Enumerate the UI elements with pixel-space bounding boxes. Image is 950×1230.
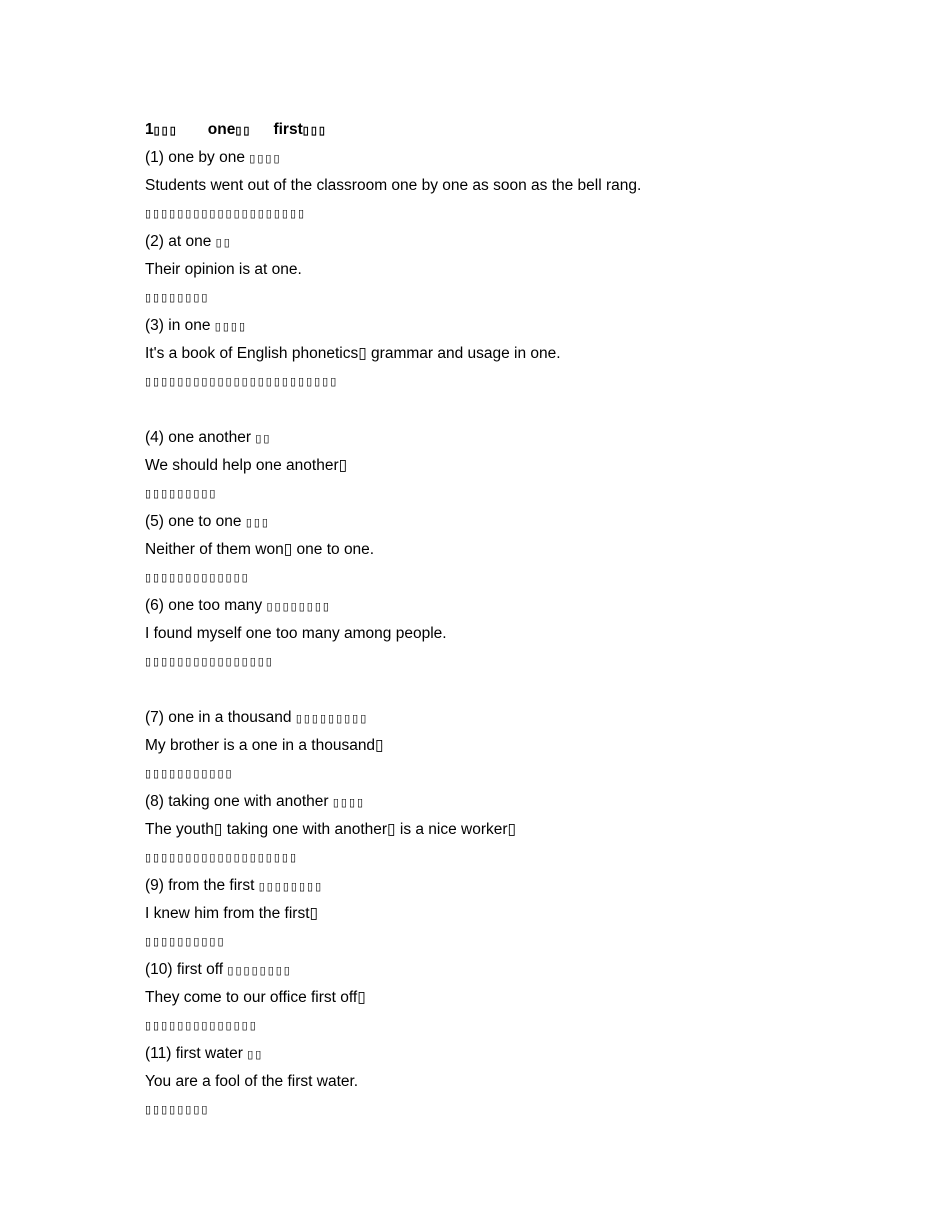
entry-translation: ▯▯▯▯▯▯▯▯▯▯▯▯▯▯▯▯ bbox=[145, 656, 274, 668]
entry-heading-cn: ▯▯ bbox=[215, 237, 232, 249]
entry-heading-cn: ▯▯▯▯ bbox=[214, 321, 248, 333]
entry-translation: ▯▯▯▯▯▯▯▯▯▯ bbox=[145, 936, 226, 948]
entry-heading-text: (1) one by one bbox=[145, 149, 245, 166]
entry-heading-text: (5) one to one bbox=[145, 513, 242, 530]
entry-heading bbox=[145, 874, 905, 902]
title-word-first-suffix: ▯▯▯ bbox=[302, 125, 327, 137]
entry-heading-cn: ▯▯▯▯ bbox=[249, 153, 282, 165]
entry-translation: ▯▯▯▯▯▯▯▯▯▯▯▯▯ bbox=[145, 572, 250, 584]
entry-translation: ▯▯▯▯▯▯▯▯▯ bbox=[145, 488, 218, 500]
entry-heading bbox=[145, 594, 905, 622]
title-number-suffix: ▯▯▯ bbox=[153, 125, 178, 137]
entry-example: The youth▯ taking one with another▯ is a nice worker▯ bbox=[145, 821, 517, 838]
entry-heading-text: (7) one in a thousand bbox=[145, 709, 292, 726]
entry-example: I knew him from the first▯ bbox=[145, 905, 319, 922]
entry-heading-cn: ▯▯▯▯ bbox=[332, 797, 366, 809]
title-number: 1 bbox=[145, 121, 154, 138]
entry-translation: ▯▯▯▯▯▯▯▯▯▯▯▯▯▯▯▯▯▯▯▯ bbox=[145, 208, 307, 220]
entry-heading-text: (4) one another bbox=[145, 429, 251, 446]
entry-example: You are a fool of the first water. bbox=[145, 1073, 359, 1090]
entry-heading-cn: ▯▯▯▯▯▯▯▯▯ bbox=[295, 713, 369, 725]
entry-heading-text: (9) from the first bbox=[145, 877, 255, 894]
entry-heading-text: (10) first off bbox=[145, 961, 224, 978]
entry-heading bbox=[145, 958, 905, 986]
entry-heading-text: (3) in one bbox=[145, 317, 211, 334]
entry-example: It's a book of English phonetics▯ grammar and usage in one. bbox=[145, 345, 561, 362]
entry-heading-cn: ▯▯ bbox=[247, 1049, 264, 1061]
spacer bbox=[145, 678, 905, 706]
entry-heading-text: (2) at one bbox=[145, 233, 212, 250]
entry-translation: ▯▯▯▯▯▯▯▯▯▯▯▯▯▯▯▯▯▯▯▯▯▯▯▯ bbox=[145, 376, 339, 388]
entry-heading-cn: ▯▯▯▯▯▯▯▯ bbox=[227, 965, 292, 977]
title-word-one-suffix: ▯▯ bbox=[235, 125, 252, 137]
section-title bbox=[145, 118, 905, 146]
entry-heading bbox=[145, 314, 905, 342]
entry-heading-text: (6) one too many bbox=[145, 597, 263, 614]
title-word-one: one bbox=[207, 121, 236, 138]
entry-heading bbox=[145, 230, 905, 258]
entry-example: Students went out of the classroom one by one as soon as the bell rang. bbox=[145, 177, 642, 194]
entry-example: Neither of them won▯ one to one. bbox=[145, 541, 375, 558]
entry-translation: ▯▯▯▯▯▯▯▯▯▯▯▯▯▯▯▯▯▯▯ bbox=[145, 852, 299, 864]
entry-heading-text: (11) first water bbox=[145, 1045, 243, 1062]
entry-heading bbox=[145, 790, 905, 818]
entry-heading-text: (8) taking one with another bbox=[145, 793, 329, 810]
entry-heading-cn: ▯▯▯▯▯▯▯▯ bbox=[258, 881, 324, 893]
entry-translation: ▯▯▯▯▯▯▯▯▯▯▯ bbox=[145, 768, 234, 780]
entry-translation: ▯▯▯▯▯▯▯▯ bbox=[145, 1104, 210, 1116]
document-page bbox=[145, 118, 905, 1126]
entry-heading bbox=[145, 146, 905, 174]
entry-example: We should help one another▯ bbox=[145, 457, 348, 474]
entry-heading-cn: ▯▯ bbox=[255, 433, 272, 445]
entry-example: Their opinion is at one. bbox=[145, 261, 302, 278]
entry-translation: ▯▯▯▯▯▯▯▯ bbox=[145, 292, 210, 304]
entry-heading-cn: ▯▯▯ bbox=[245, 517, 270, 529]
spacer bbox=[145, 398, 905, 426]
title-word-first: first bbox=[273, 121, 303, 138]
entry-heading bbox=[145, 706, 905, 734]
entry-example: My brother is a one in a thousand▯ bbox=[145, 737, 384, 754]
entry-heading bbox=[145, 510, 905, 538]
entry-translation: ▯▯▯▯▯▯▯▯▯▯▯▯▯▯ bbox=[145, 1020, 258, 1032]
entry-example: I found myself one too many among people. bbox=[145, 625, 447, 642]
entry-heading bbox=[145, 426, 905, 454]
entry-example: They come to our office first off▯ bbox=[145, 989, 366, 1006]
entry-heading bbox=[145, 1042, 905, 1070]
entry-heading-cn: ▯▯▯▯▯▯▯▯ bbox=[266, 601, 331, 613]
